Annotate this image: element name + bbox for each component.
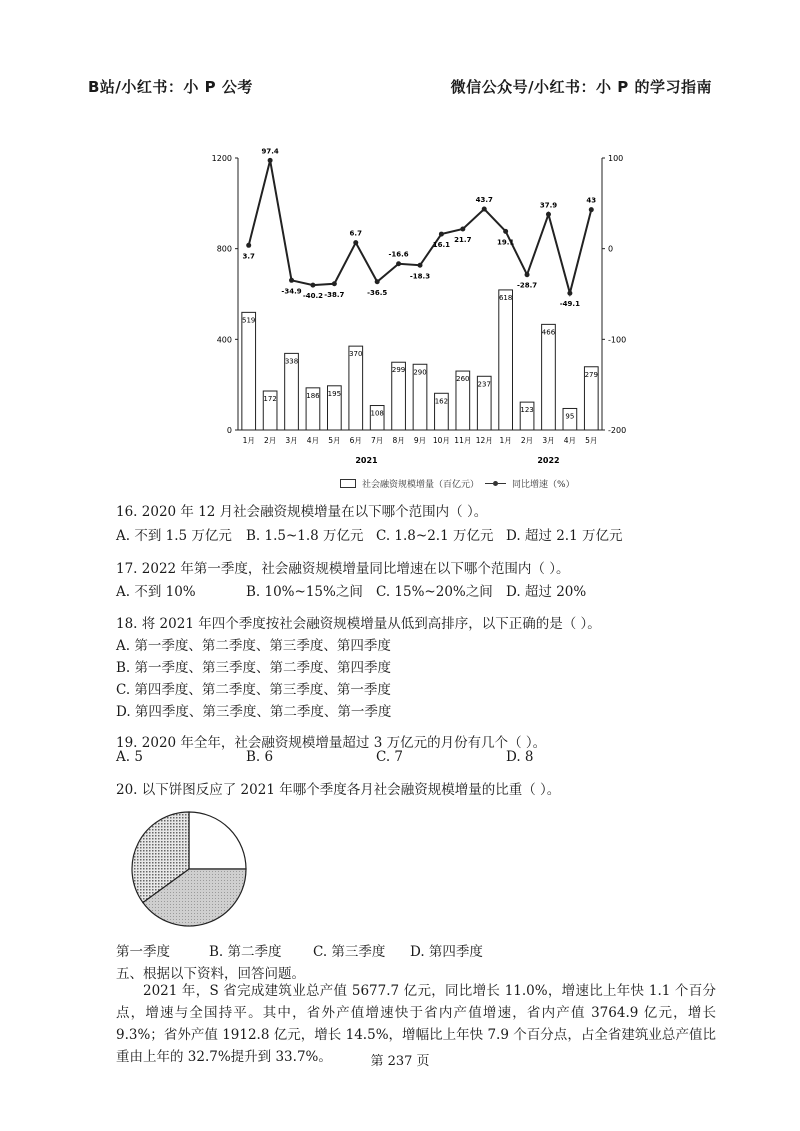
x-tick-label: 4月 — [306, 436, 320, 445]
q17-option-b[interactable]: B. 10%~15%之间 — [246, 584, 363, 600]
x-tick-label: 8月 — [392, 436, 405, 445]
x-tick-label: 12月 — [475, 436, 493, 445]
q19-option-b[interactable]: B. 6 — [246, 749, 274, 765]
growth-point — [460, 226, 465, 231]
growth-value-label: 97.4 — [261, 147, 279, 156]
right-y-tick-label: 0 — [608, 244, 614, 254]
bar-value-label: 519 — [242, 316, 256, 325]
q16-option-c[interactable]: C. 1.8~2.1 万亿元 — [376, 528, 494, 544]
question-18-stem: 18. 将 2021 年四个季度按社会融资规模增量从低到高排序，以下正确的是（ ）。 — [116, 616, 601, 632]
bar — [542, 324, 556, 430]
q20-option-a[interactable]: 第一季度 — [116, 944, 170, 960]
q16-option-a[interactable]: A. 不到 1.5 万亿元 — [116, 528, 232, 544]
question-17-stem: 17. 2022 年第一季度，社会融资规模增量同比增速在以下哪个范围内（ ）。 — [116, 561, 570, 577]
growth-point — [525, 272, 530, 277]
q18-option-a[interactable]: A. 第一季度、第二季度、第三季度、第四季度 — [116, 638, 391, 654]
x-tick-label: 4月 — [563, 436, 577, 445]
x-tick-label: 5月 — [328, 436, 341, 445]
year-label: 2021 — [355, 456, 378, 465]
q20-option-c[interactable]: C. 第三季度 — [313, 944, 386, 960]
growth-point — [268, 158, 273, 163]
q17-option-d[interactable]: D. 超过 20% — [506, 584, 587, 600]
bar-value-label: 95 — [565, 412, 575, 421]
q19-option-d[interactable]: D. 8 — [506, 749, 534, 765]
growth-value-label: 43.7 — [475, 196, 493, 205]
legend-bar-label: 社会融资规模增量（百亿元） — [362, 480, 480, 490]
right-y-tick-label: -100 — [608, 335, 627, 345]
growth-point — [375, 279, 380, 284]
growth-point — [396, 261, 401, 266]
bar-value-label: 195 — [327, 389, 342, 398]
growth-value-label: -18.3 — [409, 272, 431, 281]
growth-value-label: 6.7 — [349, 229, 362, 238]
q19-option-a[interactable]: A. 5 — [116, 749, 143, 765]
x-tick-label: 11月 — [454, 436, 472, 445]
left-y-tick-label: 400 — [216, 335, 232, 345]
page-number: 第 237 页 — [370, 1054, 430, 1069]
growth-value-label: -36.5 — [367, 288, 388, 297]
question-20-stem: 20. 以下饼图反应了 2021 年哪个季度各月社会融资规模增量的比重（ ）。 — [116, 782, 561, 798]
growth-point — [418, 263, 423, 268]
pie-chart — [128, 808, 250, 930]
bar-value-label: 172 — [263, 395, 277, 404]
legend-line-label: 同比增速（%） — [512, 480, 575, 490]
bar — [242, 312, 256, 430]
growth-value-label: 43 — [586, 196, 597, 205]
bar-value-label: 186 — [306, 391, 320, 400]
growth-value-label: -28.7 — [516, 281, 538, 290]
growth-point — [503, 229, 508, 234]
bar-value-label: 466 — [541, 328, 556, 337]
x-tick-label: 9月 — [413, 436, 427, 445]
left-y-tick-label: 800 — [216, 244, 232, 254]
right-y-tick-label: -200 — [608, 426, 627, 435]
section-title: 五、根据以下资料，回答问题。 — [116, 966, 305, 982]
legend-bar-swatch — [340, 479, 356, 488]
left-y-tick-label: 0 — [226, 426, 232, 435]
growth-value-label: -40.2 — [302, 292, 324, 301]
growth-point — [246, 243, 251, 248]
q16-option-b[interactable]: B. 1.5~1.8 万亿元 — [246, 528, 364, 544]
x-tick-label: 3月 — [285, 436, 298, 445]
material-paragraph: 2021 年，S 省完成建筑业总产值 5677.7 亿元，同比增长 11.0%，增速比上年快 1.1 个百分点，增速与全国持平。其中，省外产值增速快于省内产值增速，省内产值 3764.9 亿元，增长 9.3%；省外产值 1912.8 亿元，增长 14.5%，增幅比上年快 7.9 个百分点，占全省建筑业总产值比重由上年的 32.7%提升到 33.7%。 — [116, 983, 716, 1065]
bar-value-label: 162 — [434, 397, 449, 406]
growth-value-label: -34.9 — [281, 287, 302, 296]
growth-value-label: 19.1 — [497, 238, 515, 247]
bar-value-label: 260 — [456, 375, 470, 384]
bar-value-label: 123 — [520, 406, 534, 415]
x-tick-label: 6月 — [349, 436, 362, 445]
q20-option-b[interactable]: B. 第二季度 — [209, 944, 282, 960]
growth-value-label: -49.1 — [559, 300, 580, 309]
right-y-tick-label: 100 — [608, 154, 624, 163]
x-tick-label: 2月 — [520, 436, 534, 445]
legend-line-swatch — [485, 481, 506, 486]
header-left-text: B站/小红书：小 P 公考 — [88, 78, 253, 96]
growth-value-label: 37.9 — [539, 201, 558, 210]
growth-point — [439, 232, 444, 237]
bar-value-label: 237 — [477, 380, 491, 389]
bar-value-label: 108 — [370, 409, 384, 418]
bar — [499, 290, 513, 430]
growth-point — [289, 278, 294, 283]
growth-point — [546, 212, 551, 217]
x-tick-label: 7月 — [371, 436, 384, 445]
bar-value-label: 299 — [391, 366, 406, 375]
q16-option-d[interactable]: D. 超过 2.1 万亿元 — [506, 528, 623, 544]
x-tick-label: 10月 — [432, 436, 450, 445]
x-tick-label: 5月 — [585, 436, 598, 445]
growth-point — [589, 207, 594, 212]
growth-value-label: 3.7 — [242, 252, 255, 261]
q18-option-d[interactable]: D. 第四季度、第三季度、第二季度、第一季度 — [116, 704, 392, 720]
growth-point — [353, 240, 358, 245]
q20-option-d[interactable]: D. 第四季度 — [410, 944, 483, 960]
q18-option-c[interactable]: C. 第四季度、第二季度、第三季度、第一季度 — [116, 682, 391, 698]
growth-point — [332, 281, 337, 286]
pie-slice-white — [189, 812, 246, 869]
bar — [349, 346, 363, 430]
x-tick-label: 2月 — [263, 436, 277, 445]
x-tick-label: 1月 — [242, 436, 255, 445]
bar-value-label: 338 — [284, 357, 299, 366]
x-tick-label: 1月 — [499, 436, 512, 445]
q18-option-b[interactable]: B. 第一季度、第三季度、第二季度、第四季度 — [116, 660, 392, 676]
q17-option-c[interactable]: C. 15%~20%之间 — [376, 584, 493, 600]
bar-value-label: 370 — [349, 350, 363, 359]
q17-option-a[interactable]: A. 不到 10% — [116, 584, 196, 600]
bar-value-label: 279 — [584, 370, 598, 379]
growth-point — [567, 291, 572, 296]
bar-value-label: 290 — [413, 368, 427, 377]
q19-option-c[interactable]: C. 7 — [376, 749, 404, 765]
growth-value-label: 16.1 — [432, 241, 451, 250]
growth-value-label: -38.7 — [324, 290, 345, 299]
combo-chart — [200, 140, 627, 475]
growth-point — [482, 207, 487, 212]
year-label: 2022 — [537, 456, 560, 465]
question-19-stem: 19. 2020 年全年，社会融资规模增量超过 3 万亿元的月份有几个（ ）。 — [116, 735, 547, 751]
header-right-text: 微信公众号/小红书：小 P 的学习指南 — [450, 78, 712, 96]
growth-value-label: -16.6 — [388, 250, 409, 259]
growth-point — [310, 283, 315, 288]
chart-legend — [340, 477, 575, 490]
growth-value-label: 21.7 — [454, 235, 472, 244]
question-16-stem: 16. 2020 年 12 月社会融资规模增量在以下哪个范围内（ ）。 — [116, 504, 488, 520]
left-y-tick-label: 1200 — [211, 154, 232, 163]
x-tick-label: 3月 — [542, 436, 555, 445]
bar-value-label: 618 — [498, 293, 513, 302]
